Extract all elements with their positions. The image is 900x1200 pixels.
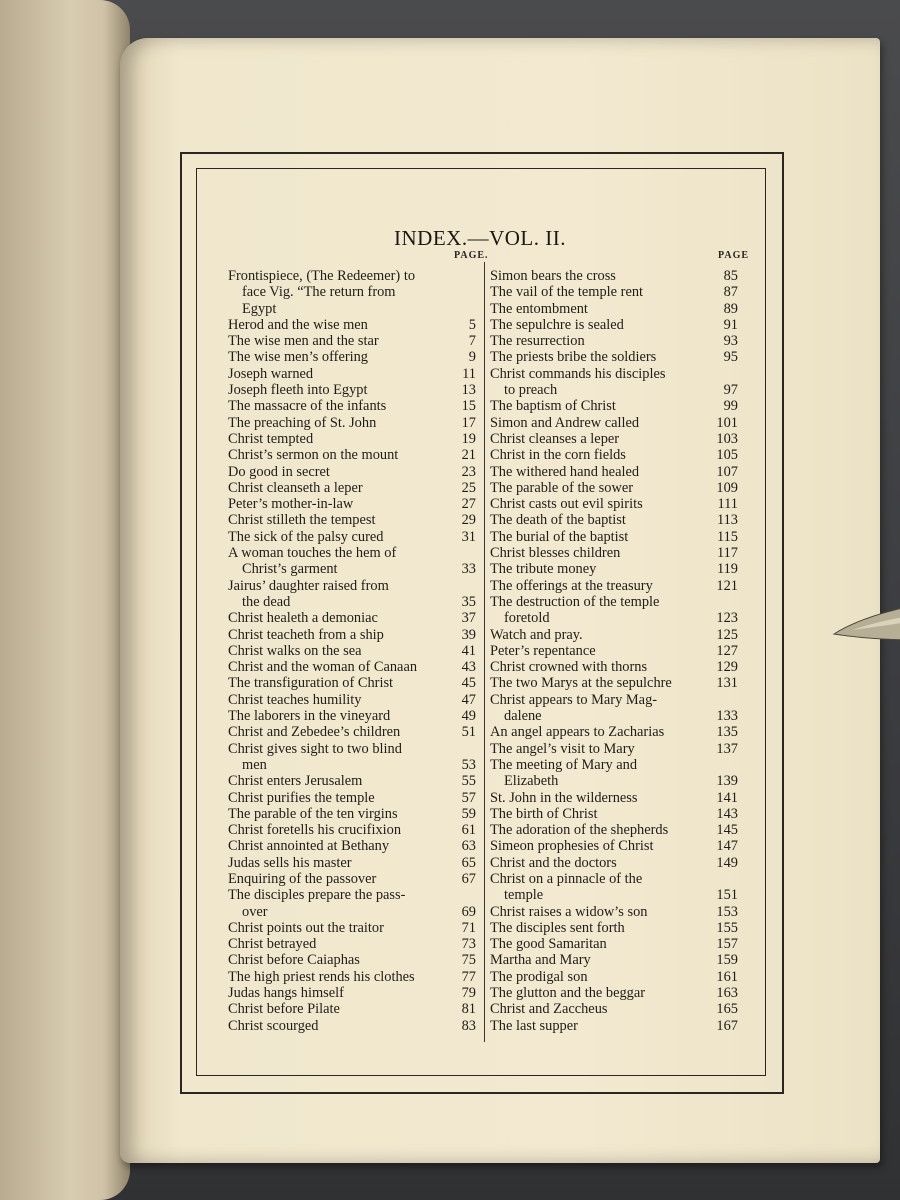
- index-entry-title: The prodigal son: [490, 968, 588, 985]
- index-entry-page: 143: [716, 805, 738, 822]
- index-entry-page: 101: [716, 414, 738, 431]
- index-entry-page: 57: [461, 789, 476, 806]
- index-entry-page: 81: [461, 1001, 476, 1018]
- index-entry-title: dalene: [504, 708, 542, 725]
- index-entry-title: The burial of the baptist: [490, 528, 629, 545]
- index-entry: [490, 431, 738, 447]
- index-entry-page: 157: [716, 936, 738, 953]
- index-entry-title: The wise men’s offering: [228, 349, 369, 366]
- page-column-label-left: PAGE.: [454, 250, 489, 261]
- index-entry-title: face Vig. “The return from: [242, 284, 396, 301]
- index-entry-title: Martha and Mary: [490, 952, 591, 969]
- index-entry: [490, 871, 738, 904]
- index-entry-page: 73: [461, 936, 476, 953]
- index-entry: [228, 545, 476, 578]
- index-entry: [228, 398, 476, 414]
- index-entry-page: 33: [461, 561, 476, 578]
- index-entry-title: Simon bears the cross: [490, 268, 616, 284]
- index-entry-title: Christ commands his disciples: [490, 365, 666, 382]
- index-entry-title: The last supper: [490, 1017, 578, 1034]
- index-entry-page: 119: [716, 561, 738, 578]
- index-entry-title: The destruction of the temple: [490, 593, 660, 610]
- index-entry-page: 99: [723, 398, 738, 415]
- index-column-right: [490, 268, 738, 1034]
- index-entry-title: Christ on a pinnacle of the: [490, 870, 643, 887]
- index-entry-title: Christ blesses children: [490, 545, 621, 562]
- index-entry: [228, 936, 476, 952]
- index-entry: [490, 496, 738, 512]
- index-entry-page: 23: [461, 463, 476, 480]
- index-entry-title: Christ cleanses a leper: [490, 430, 620, 447]
- index-entry-page: 63: [461, 838, 476, 855]
- index-entry-title: Christ tempted: [228, 430, 314, 447]
- index-entry-page: 11: [462, 365, 476, 382]
- index-entry: [228, 366, 476, 382]
- index-entry-page: 91: [723, 316, 738, 333]
- index-entry-page: 93: [723, 333, 738, 350]
- index-entry-title: The wise men and the star: [228, 333, 379, 350]
- index-entry-page: 145: [716, 822, 738, 839]
- index-entry-title: The birth of Christ: [490, 805, 598, 822]
- index-entry: [490, 675, 738, 691]
- index-entry: [228, 920, 476, 936]
- index-entry-page: 161: [716, 968, 738, 985]
- index-entry-page: 113: [716, 512, 738, 529]
- index-entry: [228, 610, 476, 626]
- index-entry-title: The disciples sent forth: [490, 919, 625, 936]
- index-entry-title: Judas hangs himself: [228, 985, 344, 1002]
- index-entry-title: Christ enters Jerusalem: [228, 773, 363, 790]
- index-entry-page: 65: [461, 854, 476, 871]
- index-entry: [228, 643, 476, 659]
- index-entry: [228, 985, 476, 1001]
- index-entry: [490, 757, 738, 790]
- index-entry: [490, 985, 738, 1001]
- index-entry-title: Christ healeth a demoniac: [228, 610, 378, 627]
- index-entry: [228, 724, 476, 740]
- index-entry-title: Christ teacheth from a ship: [228, 626, 384, 643]
- index-entry: [228, 480, 476, 496]
- index-entry: [490, 366, 738, 399]
- index-entry-page: 25: [461, 479, 476, 496]
- index-entry-title: to preach: [504, 382, 558, 399]
- index-entry-title: Egypt: [242, 300, 277, 317]
- index-entry-title: Christ and the woman of Canaan: [228, 659, 418, 676]
- index-entry: [490, 561, 738, 577]
- index-entry-title: The offerings at the treasury: [490, 577, 653, 594]
- index-entry: [228, 887, 476, 920]
- index-entry-page: 47: [461, 691, 476, 708]
- index-entry-page: 105: [716, 447, 738, 464]
- index-entry-title: Christ casts out evil spirits: [490, 496, 643, 513]
- index-entry-page: 17: [461, 414, 476, 431]
- index-entry: [228, 382, 476, 398]
- index-entry-title: A woman touches the hem of: [228, 545, 397, 562]
- index-entry: [490, 936, 738, 952]
- index-entry-title: Christ foretells his crucifixion: [228, 822, 402, 839]
- index-entry-page: 35: [461, 593, 476, 610]
- index-entry-page: 21: [461, 447, 476, 464]
- index-entry-page: 37: [461, 610, 476, 627]
- index-entry-title: Christ’s garment: [242, 561, 338, 578]
- index-entry-page: 5: [468, 316, 476, 333]
- index-entry-title: Christ gives sight to two blind: [228, 740, 402, 757]
- index-entry-page: 141: [716, 789, 738, 806]
- index-entry: [490, 480, 738, 496]
- index-entry-title: Jairus’ daughter raised from: [228, 577, 389, 594]
- index-entry: [228, 741, 476, 774]
- index-entry-title: Christ appears to Mary Mag-: [490, 691, 658, 708]
- index-entry-title: The tribute money: [490, 561, 597, 578]
- index-entry-title: The good Samaritan: [490, 936, 607, 953]
- index-entry-page: 39: [461, 626, 476, 643]
- index-entry-title: Do good in secret: [228, 463, 330, 480]
- index-entry-page: 135: [716, 724, 738, 741]
- index-entry: [228, 529, 476, 545]
- index-entry-title: The laborers in the vineyard: [228, 708, 391, 725]
- index-entry: [490, 741, 738, 757]
- index-entry: [490, 398, 738, 414]
- index-entry-page: 159: [716, 952, 738, 969]
- index-entry: [490, 920, 738, 936]
- index-entry: [490, 855, 738, 871]
- index-entry-page: 149: [716, 854, 738, 871]
- index-entry-page: 29: [461, 512, 476, 529]
- index-entry-page: 59: [461, 805, 476, 822]
- index-entry-title: Watch and pray.: [490, 626, 583, 643]
- index-entry-page: 41: [461, 642, 476, 659]
- index-entry: [490, 578, 738, 594]
- index-entry: [228, 838, 476, 854]
- index-entry-title: The entombment: [490, 300, 588, 317]
- index-entry-title: the dead: [242, 593, 291, 610]
- index-entry-page: 69: [461, 903, 476, 920]
- index-entry-page: 155: [716, 919, 738, 936]
- index-entry-page: 43: [461, 659, 476, 676]
- index-entry-title: The priests bribe the soldiers: [490, 349, 657, 366]
- index-entry-title: Christ points out the traitor: [228, 919, 384, 936]
- index-entry: [490, 301, 738, 317]
- index-entry-title: Frontispiece, (The Redeemer) to: [228, 268, 416, 284]
- index-entry-title: Christ cleanseth a leper: [228, 479, 363, 496]
- index-entry-title: The baptism of Christ: [490, 398, 616, 415]
- index-entry: [490, 447, 738, 463]
- index-entry-title: Peter’s repentance: [490, 642, 596, 659]
- index-entry-title: Christ’s sermon on the mount: [228, 447, 399, 464]
- index-entry-page: 121: [716, 577, 738, 594]
- index-entry: [228, 627, 476, 643]
- index-entry: [490, 822, 738, 838]
- index-column-left: [228, 268, 476, 1034]
- index-entry: [490, 692, 738, 725]
- index-entry-page: 137: [716, 740, 738, 757]
- index-entry-page: 19: [461, 430, 476, 447]
- index-entry-title: foretold: [504, 610, 550, 627]
- index-entry: [228, 773, 476, 789]
- index-entry: [490, 545, 738, 561]
- index-entry-title: Herod and the wise men: [228, 316, 368, 333]
- index-entry: [228, 578, 476, 611]
- index-entry-page: 79: [461, 985, 476, 1002]
- index-entry-title: Elizabeth: [504, 773, 559, 790]
- index-entry-page: 89: [723, 300, 738, 317]
- index-entry: [228, 855, 476, 871]
- index-entry: [490, 594, 738, 627]
- index-entry-title: The preaching of St. John: [228, 414, 377, 431]
- index-entry: [490, 512, 738, 528]
- index-entry-title: The disciples prepare the pass-: [228, 887, 406, 904]
- index-entry: [228, 431, 476, 447]
- index-entry-page: 123: [716, 610, 738, 627]
- index-entry: [490, 659, 738, 675]
- index-entry: [228, 692, 476, 708]
- index-entry-page: 115: [716, 528, 738, 545]
- index-entry-page: 95: [723, 349, 738, 366]
- index-entry-title: Simon and Andrew called: [490, 414, 640, 431]
- index-entry-title: over: [242, 903, 268, 920]
- index-entry-title: The vail of the temple rent: [490, 284, 644, 301]
- index-entry: [228, 969, 476, 985]
- index-entry: [228, 464, 476, 480]
- index-entry: [490, 724, 738, 740]
- index-entry-page: 139: [716, 773, 738, 790]
- index-entry: [490, 806, 738, 822]
- index-entry-title: The meeting of Mary and: [490, 756, 638, 773]
- index-entry-page: 9: [468, 349, 476, 366]
- index-entry: [228, 349, 476, 365]
- index-entry-page: 151: [716, 887, 738, 904]
- index-entry-title: The angel’s visit to Mary: [490, 740, 635, 757]
- index-entry-page: 31: [461, 528, 476, 545]
- index-entry: [228, 871, 476, 887]
- index-entry-title: Christ crowned with thorns: [490, 659, 648, 676]
- index-entry: [228, 675, 476, 691]
- index-entry-page: 107: [716, 463, 738, 480]
- index-entry-title: Joseph fleeth into Egypt: [228, 382, 368, 399]
- index-entry-page: 163: [716, 985, 738, 1002]
- index-entry-page: 55: [461, 773, 476, 790]
- index-entry-page: 61: [461, 822, 476, 839]
- index-entry-title: An angel appears to Zacharias: [490, 724, 665, 741]
- index-entry-page: 103: [716, 430, 738, 447]
- index-entry-title: Simeon prophesies of Christ: [490, 838, 654, 855]
- index-entry-title: temple: [504, 887, 544, 904]
- index-entry: [228, 952, 476, 968]
- index-entry-title: The parable of the ten virgins: [228, 805, 398, 822]
- index-entry: [490, 969, 738, 985]
- index-entry-page: 51: [461, 724, 476, 741]
- index-entry: [490, 1001, 738, 1017]
- index-entry-title: Christ walks on the sea: [228, 642, 362, 659]
- index-entry-page: 147: [716, 838, 738, 855]
- book-cover-edge: [0, 0, 130, 1200]
- index-entry-title: Judas sells his master: [228, 854, 352, 871]
- index-entry-title: Enquiring of the passover: [228, 870, 377, 887]
- index-entry-page: 71: [461, 919, 476, 936]
- index-entry: [228, 317, 476, 333]
- index-entry-title: The high priest rends his clothes: [228, 968, 415, 985]
- index-entry-page: 153: [716, 903, 738, 920]
- index-entry: [490, 643, 738, 659]
- index-entry-page: 111: [717, 496, 738, 513]
- index-entry-page: 129: [716, 659, 738, 676]
- index-entry: [228, 268, 476, 317]
- index-entry-title: The sepulchre is sealed: [490, 316, 624, 333]
- index-entry-title: Christ purifies the temple: [228, 789, 375, 806]
- index-entry: [490, 904, 738, 920]
- index-entry: [490, 464, 738, 480]
- index-entry-title: Christ stilleth the tempest: [228, 512, 376, 529]
- index-entry-page: 53: [461, 756, 476, 773]
- column-divider: [484, 262, 485, 1042]
- index-entry: [228, 790, 476, 806]
- index-entry-title: The transfiguration of Christ: [228, 675, 394, 692]
- index-entry-title: Christ before Caiaphas: [228, 952, 360, 969]
- index-entry: [490, 627, 738, 643]
- index-entry-page: 67: [461, 870, 476, 887]
- index-entry-title: The resurrection: [490, 333, 585, 350]
- index-entry-title: Joseph warned: [228, 365, 314, 382]
- index-entry-title: The withered hand healed: [490, 463, 640, 480]
- index-entry-title: Christ scourged: [228, 1017, 319, 1034]
- index-entry-title: Christ in the corn fields: [490, 447, 626, 464]
- index-entry-page: 7: [468, 333, 476, 350]
- index-entry: [490, 790, 738, 806]
- index-entry: [490, 415, 738, 431]
- index-entry: [228, 447, 476, 463]
- index-entry-title: St. John in the wilderness: [490, 789, 638, 806]
- index-entry-title: The adoration of the shepherds: [490, 822, 669, 839]
- index-entry: [490, 268, 738, 284]
- index-entry-title: The two Marys at the sepulchre: [490, 675, 672, 692]
- index-entry-title: Christ and Zaccheus: [490, 1001, 608, 1018]
- index-entry: [490, 317, 738, 333]
- index-entry-title: Christ and the doctors: [490, 854, 617, 871]
- page-knife-blade: [832, 596, 900, 650]
- index-entry: [490, 284, 738, 300]
- index-entry: [490, 838, 738, 854]
- index-entry: [228, 496, 476, 512]
- index-entry-page: 127: [716, 642, 738, 659]
- index-entry-page: 165: [716, 1001, 738, 1018]
- index-entry: [490, 1018, 738, 1034]
- index-entry: [490, 333, 738, 349]
- index-entry-page: 125: [716, 626, 738, 643]
- index-entry: [228, 659, 476, 675]
- index-entry: [228, 415, 476, 431]
- index-entry: [490, 349, 738, 365]
- index-entry-page: 97: [723, 382, 738, 399]
- index-entry: [228, 708, 476, 724]
- index-entry-page: 13: [461, 382, 476, 399]
- index-entry: [490, 952, 738, 968]
- index-entry-page: 77: [461, 968, 476, 985]
- index-entry: [490, 529, 738, 545]
- index-entry: [228, 806, 476, 822]
- index-entry-title: Christ before Pilate: [228, 1001, 340, 1018]
- index-entry-title: Peter’s mother-in-law: [228, 496, 354, 513]
- index-entry-page: 45: [461, 675, 476, 692]
- index-entry-title: The glutton and the beggar: [490, 985, 646, 1002]
- index-entry-page: 15: [461, 398, 476, 415]
- index-entry-page: 117: [716, 545, 738, 562]
- index-entry-title: Christ teaches humility: [228, 691, 362, 708]
- index-entry-page: 27: [461, 496, 476, 513]
- index-entry-title: The parable of the sower: [490, 479, 634, 496]
- index-entry-page: 83: [461, 1017, 476, 1034]
- index-entry-title: Christ betrayed: [228, 936, 317, 953]
- index-entry: [228, 822, 476, 838]
- index-entry-page: 133: [716, 708, 738, 725]
- index-entry-title: The death of the baptist: [490, 512, 626, 529]
- index-entry-title: Christ and Zebedee’s children: [228, 724, 401, 741]
- index-entry-page: 75: [461, 952, 476, 969]
- index-entry-title: The sick of the palsy cured: [228, 528, 384, 545]
- index-entry-title: men: [242, 756, 267, 773]
- index-entry-page: 167: [716, 1017, 738, 1034]
- index-entry-title: Christ raises a widow’s son: [490, 903, 648, 920]
- index-entry-title: The massacre of the infants: [228, 398, 387, 415]
- index-entry-page: 109: [716, 479, 738, 496]
- index-entry-page: 131: [716, 675, 738, 692]
- index-title: INDEX.—VOL. II.: [394, 226, 566, 250]
- index-entry-page: 49: [461, 708, 476, 725]
- index-entry: [228, 1001, 476, 1017]
- index-entry: [228, 333, 476, 349]
- index-entry-page: 87: [723, 284, 738, 301]
- page-column-label-right: PAGE: [718, 250, 750, 261]
- index-entry-title: Christ annointed at Bethany: [228, 838, 390, 855]
- index-entry: [228, 1018, 476, 1034]
- index-entry-page: 85: [723, 268, 738, 284]
- index-entry: [228, 512, 476, 528]
